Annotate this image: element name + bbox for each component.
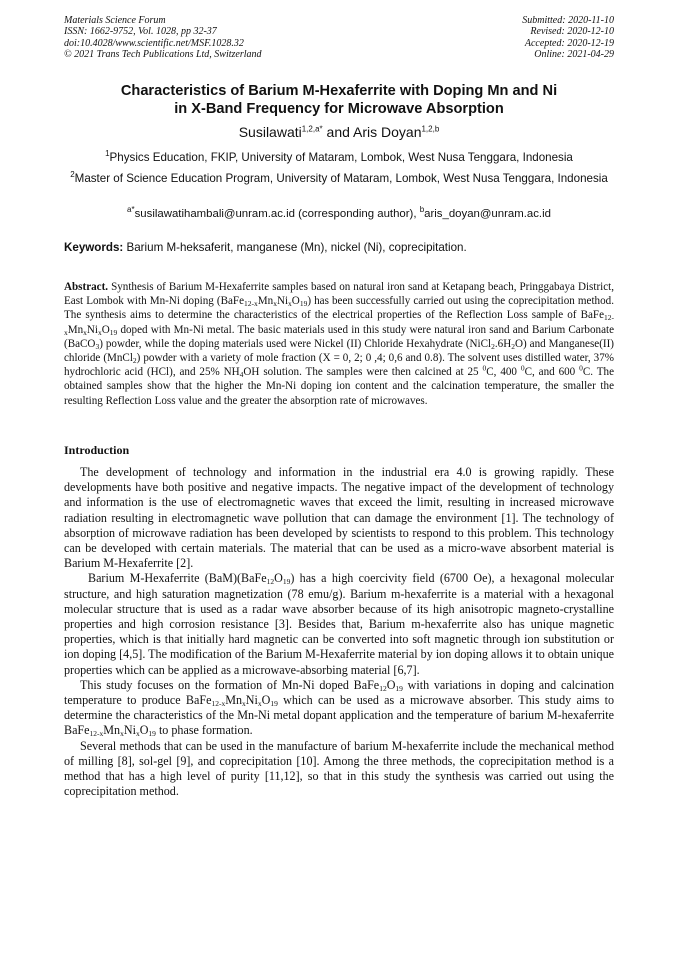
subscript: x (98, 327, 102, 337)
subscript: x (83, 327, 87, 337)
paragraph-text: Barium M-Hexaferrite (BaM)(BaFe (88, 571, 267, 586)
introduction-body (64, 465, 614, 799)
abstract-text: O (291, 295, 300, 308)
superscript: 0 (520, 363, 525, 373)
subscript: 12-x (64, 313, 614, 337)
authors (60, 124, 618, 140)
paragraph-text: to phase formation. (155, 723, 253, 738)
paragraph-2 (64, 571, 614, 677)
keywords (64, 241, 618, 254)
paragraph-text: Mn (103, 723, 121, 738)
abstract-text: Synthesis of Barium M-Hexaferrite samples based on natural iron sand at Ketapang beach, Pringgabaya District, East Lombok with Mn-Ni doping (BaFe (64, 281, 614, 308)
authors-and: and (322, 124, 354, 140)
subscript: 19 (299, 299, 308, 309)
paper-title (60, 82, 618, 118)
affiliation-2-text: Master of Science Education Program, University of Mataram, Lombok, West Nusa Tenggara, Indonesia (74, 172, 608, 185)
paragraph-text: which can be used as a microwave absorber. This study aims to determine the characteristics of the Mn-Ni metal dopant application and the temperature of barium M-hexaferrite BaFe (64, 693, 614, 738)
subscript: x (120, 729, 124, 739)
subscript: 12-x (89, 729, 104, 739)
keywords-text: Barium M-heksaferit, manganese (Mn), nickel (Ni), coprecipitation. (123, 241, 467, 254)
author-2: Aris Doyan (353, 124, 422, 140)
journal-name: Materials Science Forum (64, 15, 166, 26)
accepted-date: Accepted: 2020-12-19 (524, 37, 614, 49)
paragraph-4: Several methods that can be used in the manufacture of barium M-hexaferrite include the mechanical method of milling [8], sol-gel [9], and coprecipitation [10]. Among the three methods, the coprecipitation method is a method that has a high level of purity [11,12], so that in this study the synthesis was carried out using the coprecipitation method. (64, 738, 614, 799)
abstract-text: Ni (276, 295, 289, 308)
email-b-sup: b (419, 205, 425, 215)
header-right (522, 15, 614, 60)
affiliation-1-text: Physics Education, FKIP, University of Mataram, Lombok, West Nusa Tenggara, Indonesia (109, 151, 573, 164)
subscript: 3 (95, 341, 100, 351)
abstract-text: OH solution. The samples were then calcined at 25 (243, 366, 483, 379)
abstract-text: ) has been successfully carried out using the coprecipitation method. The synthesis aims to determine the characteristics of the electrical properties of the Reflection Loss sample of BaFe (64, 295, 614, 322)
issn: ISSN: 1662-9752, Vol. 1028, pp 32-37 (64, 26, 217, 38)
subscript: 19 (148, 729, 156, 739)
paragraph-3 (64, 678, 614, 739)
abstract-text: Mn (67, 323, 84, 336)
subscript: x (273, 299, 277, 309)
abstract-text: C, 400 (486, 366, 521, 379)
subscript: 12 (266, 577, 275, 587)
abstract-text: C, and 600 (524, 366, 580, 379)
email-a-sup: a* (127, 205, 135, 215)
superscript: 0 (579, 363, 583, 373)
paragraph-text: Mn (225, 693, 243, 708)
email-a: susilawatihambali@unram.ac.id (corresponding author), (134, 208, 420, 220)
subscript: 12-x (211, 699, 226, 709)
abstract-text: ) powder, while the doping materials used were Nickel (II) Chloride Hexahydrate (NiCl (99, 337, 492, 350)
section-heading-introduction: Introduction (64, 443, 130, 457)
paragraph-text: O (139, 723, 149, 738)
keywords-label: Keywords: (64, 241, 124, 254)
abstract (64, 280, 614, 408)
subscript: x (135, 729, 140, 739)
abstract-text: C. The obtained samples show that the higher the Mn-Ni doping ion content and the calcination temperature, the smaller the resulting Reflection Loss value and the greater the absorption rate of microwaves. (64, 366, 614, 407)
subscript: 2 (511, 341, 515, 351)
subscript: 19 (282, 577, 291, 587)
paragraph-text: This study focuses on the formation of Mn-Ni doped BaFe (80, 677, 380, 692)
doi: doi:10.4028/www.scientific.net/MSF.1028.32 (64, 37, 244, 49)
abstract-text: O) and Manganese(II) chloride (MnCl (64, 337, 614, 365)
subscript: 2 (491, 341, 495, 351)
author-1: Susilawati (238, 124, 302, 140)
superscript: 0 (482, 363, 487, 373)
affiliation-2 (70, 171, 608, 187)
subscript: 19 (395, 683, 403, 693)
paragraph-text: Ni (123, 723, 136, 738)
affiliation-1-sup: 1 (105, 149, 110, 159)
submitted-date: Submitted: 2020-11-10 (522, 15, 614, 26)
author-2-sup: 1,2,b (421, 124, 440, 134)
abstract-label: Abstract. (64, 281, 109, 293)
subscript: 2 (132, 356, 137, 366)
abstract-text: O (101, 323, 110, 336)
journal-header (64, 15, 614, 60)
subscript: 12 (379, 683, 387, 693)
paragraph-text: O (261, 693, 271, 708)
paragraph-text: Ni (245, 693, 258, 708)
abstract-text: Ni (86, 323, 99, 336)
emails (60, 205, 618, 220)
subscript: 19 (109, 327, 118, 337)
abstract-text: .6H (494, 337, 512, 350)
affiliation-2-sup: 2 (70, 170, 75, 180)
author-1-sup: 1,2,a* (301, 124, 323, 134)
affiliation-1 (70, 150, 608, 166)
header-left (64, 15, 262, 60)
abstract-text: Mn (257, 295, 274, 308)
abstract-text: ) powder with a variety of mole fraction (X = 0, 2; 0 ,4; 0,6 and 0.8). The solvent uses distilled water, 37% hydrochloric acid (HCl), and 25% NH (64, 352, 614, 379)
paragraph-text: O (274, 571, 283, 586)
title-line-1: Characteristics of Barium M-Hexaferrite with Doping Mn and Ni (120, 83, 558, 99)
copyright: © 2021 Trans Tech Publications Ltd, Switzerland (64, 48, 262, 60)
subscript: 4 (239, 370, 244, 380)
paragraph-1: The development of technology and information in the industrial era 4.0 is growing rapidly. These developments have both positive and negative impacts. The negative impact of the development of technology and information is the use of electromagnetic waves that exceed the limit, resulting in increased microwave radiation resulting in electromagnetic wave pollution that can damage the environment [1]. The technology of absorption of microwave radiation has been developed by scientists to respond to this problem. This technology can be developed with certain materials. The material that can be used as a micro-wave absorbent material is Barium M-Hexaferrite [2]. (64, 465, 614, 571)
subscript: x (288, 299, 292, 309)
paragraph-text: with variations in doping and calcination temperature to produce BaFe (64, 677, 614, 708)
title-line-2: in X-Band Frequency for Microwave Absorption (174, 101, 504, 117)
abstract-text: doped with Mn-Ni metal. The basic materials used in this study were natural iron sand and Barium Carbonate (BaCO (64, 323, 614, 350)
online-date: Online: 2021-04-29 (534, 48, 614, 60)
revised-date: Revised: 2020-12-10 (530, 26, 614, 38)
subscript: 19 (270, 699, 278, 709)
email-b: aris_doyan@unram.ac.id (424, 208, 551, 220)
subscript: x (257, 699, 262, 709)
subscript: x (242, 699, 246, 709)
paragraph-text: O (386, 677, 396, 692)
subscript: 12-x (244, 299, 258, 309)
paragraph-text: ) has a high coercivity field (6700 Oe), a hexagonal molecular structure, and high saturation magnetization (78 emu/g). Barium m-hexaferrite is a material with a hexagonal molecular structure that is used as a radar wave absorber because of its high anisotropic magneto-crystalline properties and high corrosion resistance [3]. Besides that, Barium m-hexaferrite also has unique magnetic properties, which is that initially hard magnetic can be converted into soft magnetic through ion substitution or ion doping [4,5]. The modification of the Barium M-Hexaferrite material by ion doping allows it to obtain unique properties which can be applied as a microwave-absorbing material [6,7]. (64, 571, 614, 677)
